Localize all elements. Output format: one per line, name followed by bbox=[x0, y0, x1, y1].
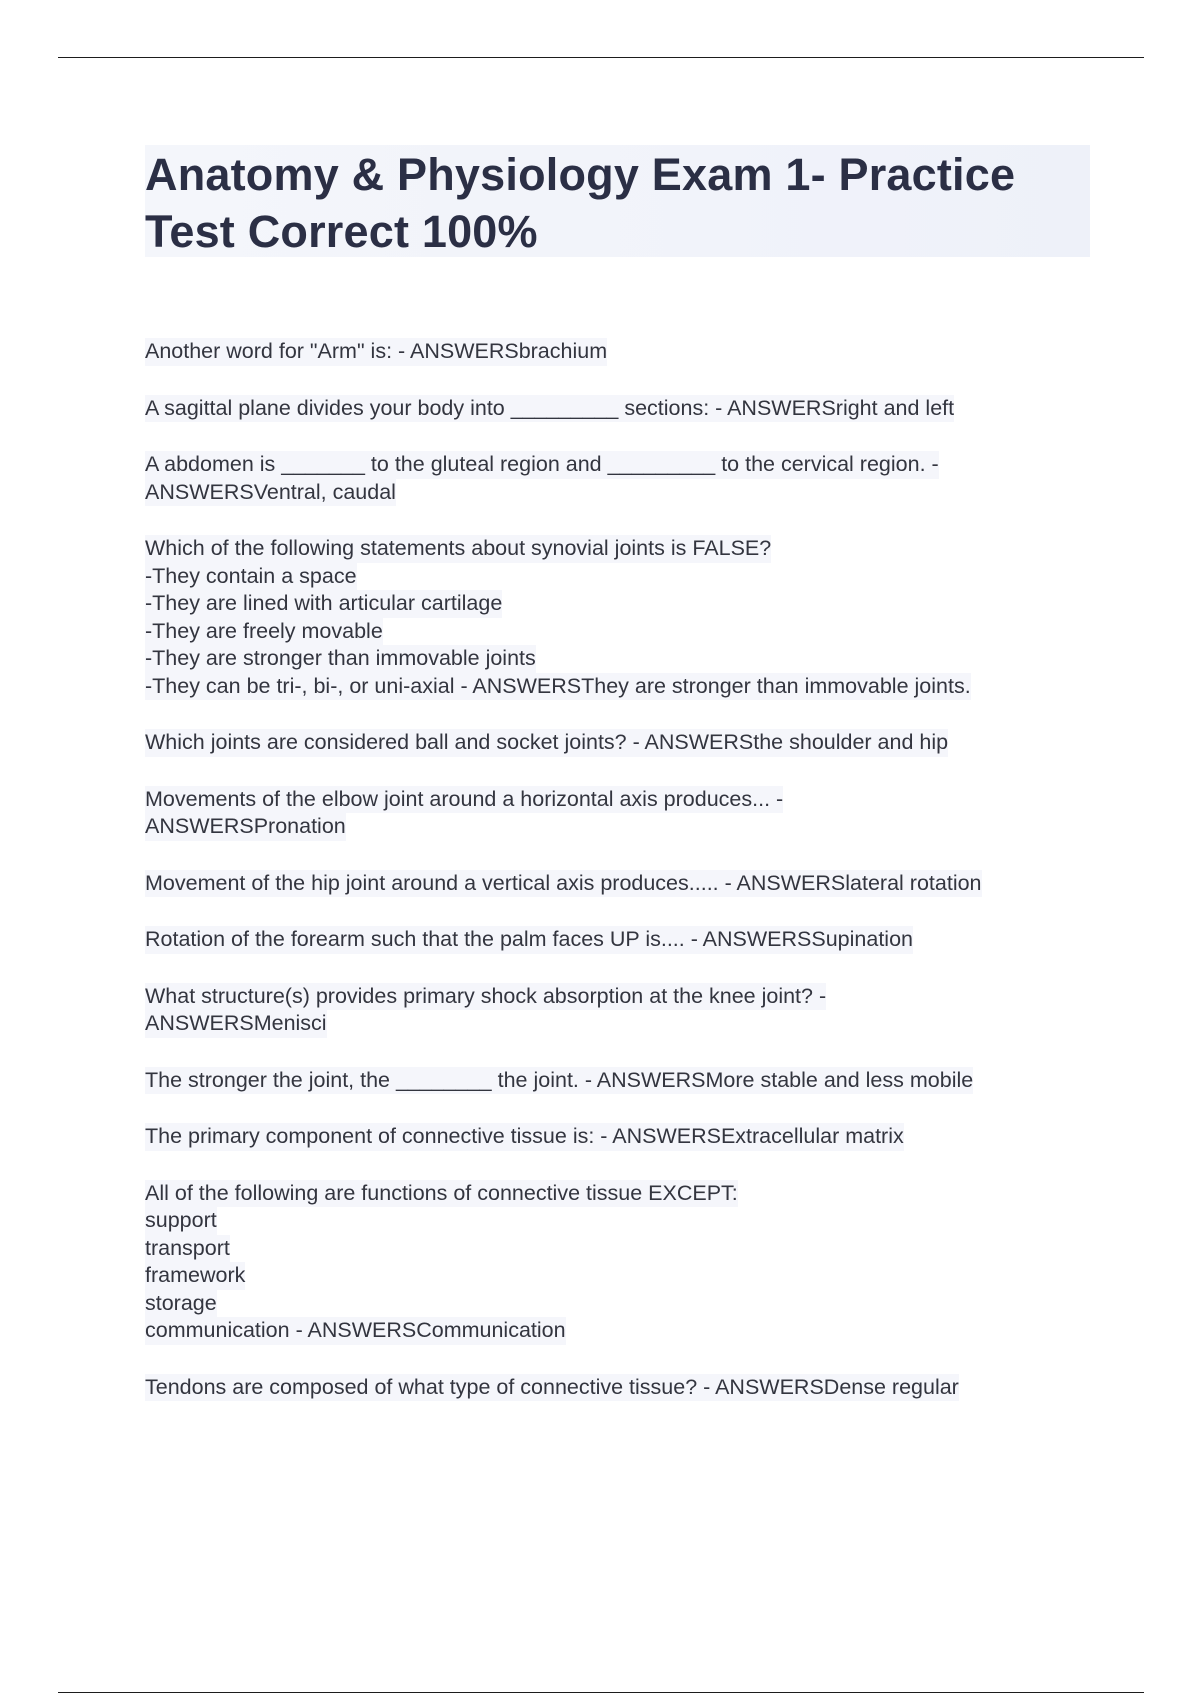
document-title bbox=[145, 146, 1090, 260]
question-text-line: The primary component of connective tissue is: - ANSWERSExtracellular matrix bbox=[145, 1123, 904, 1151]
question-text-line: Which of the following statements about synovial joints is FALSE? bbox=[145, 535, 771, 563]
question-item bbox=[145, 1123, 1105, 1151]
question-text-line: Tendons are composed of what type of connective tissue? - ANSWERSDense regular bbox=[145, 1374, 959, 1402]
question-text-line: support bbox=[145, 1207, 217, 1235]
question-text-line: -They are stronger than immovable joints bbox=[145, 645, 536, 673]
question-item bbox=[145, 870, 1105, 898]
question-item bbox=[145, 338, 1105, 366]
question-text-line: The stronger the joint, the ________ the joint. - ANSWERSMore stable and less mobile bbox=[145, 1067, 973, 1095]
question-item bbox=[145, 983, 1105, 1038]
question-text-line: framework bbox=[145, 1262, 245, 1290]
question-item bbox=[145, 535, 1105, 700]
question-text-line: ANSWERSVentral, caudal bbox=[145, 479, 396, 507]
question-text-line: ANSWERSPronation bbox=[145, 813, 346, 841]
question-text-line: Movement of the hip joint around a vertical axis produces..... - ANSWERSlateral rotation bbox=[145, 870, 982, 898]
question-text-line: transport bbox=[145, 1235, 230, 1263]
question-text-line: -They can be tri-, bi-, or uni-axial - ANSWERSThey are stronger than immovable joints. bbox=[145, 673, 971, 701]
question-item bbox=[145, 926, 1105, 954]
question-item bbox=[145, 786, 1105, 841]
question-text-line: A sagittal plane divides your body into _________ sections: - ANSWERSright and left bbox=[145, 395, 954, 423]
question-text-line: A abdomen is _______ to the gluteal region and _________ to the cervical region. - bbox=[145, 451, 939, 479]
question-item bbox=[145, 1180, 1105, 1345]
question-text-line: All of the following are functions of connective tissue EXCEPT: bbox=[145, 1180, 738, 1208]
question-text-line: -They are lined with articular cartilage bbox=[145, 590, 502, 618]
question-text-line: -They contain a space bbox=[145, 563, 357, 591]
question-text-line: Another word for "Arm" is: - ANSWERSbrachium bbox=[145, 338, 607, 366]
title-line: Anatomy & Physiology Exam 1- Practice bbox=[145, 149, 1016, 200]
question-text-line: Movements of the elbow joint around a horizontal axis produces... - bbox=[145, 786, 783, 814]
title-line: Test Correct 100% bbox=[145, 206, 538, 257]
question-list bbox=[145, 338, 1105, 1430]
footer-rule bbox=[58, 1692, 1144, 1693]
question-text-line: Rotation of the forearm such that the palm faces UP is.... - ANSWERSSupination bbox=[145, 926, 913, 954]
question-text-line: Which joints are considered ball and socket joints? - ANSWERSthe shoulder and hip bbox=[145, 729, 948, 757]
question-text-line: What structure(s) provides primary shock absorption at the knee joint? - bbox=[145, 983, 826, 1011]
question-item bbox=[145, 1374, 1105, 1402]
question-text-line: -They are freely movable bbox=[145, 618, 383, 646]
header-rule bbox=[58, 57, 1144, 58]
question-item bbox=[145, 729, 1105, 757]
question-text-line: ANSWERSMenisci bbox=[145, 1010, 327, 1038]
question-text-line: storage bbox=[145, 1290, 217, 1318]
question-item bbox=[145, 451, 1105, 506]
question-item bbox=[145, 395, 1105, 423]
question-item bbox=[145, 1067, 1105, 1095]
question-text-line: communication - ANSWERSCommunication bbox=[145, 1317, 566, 1345]
